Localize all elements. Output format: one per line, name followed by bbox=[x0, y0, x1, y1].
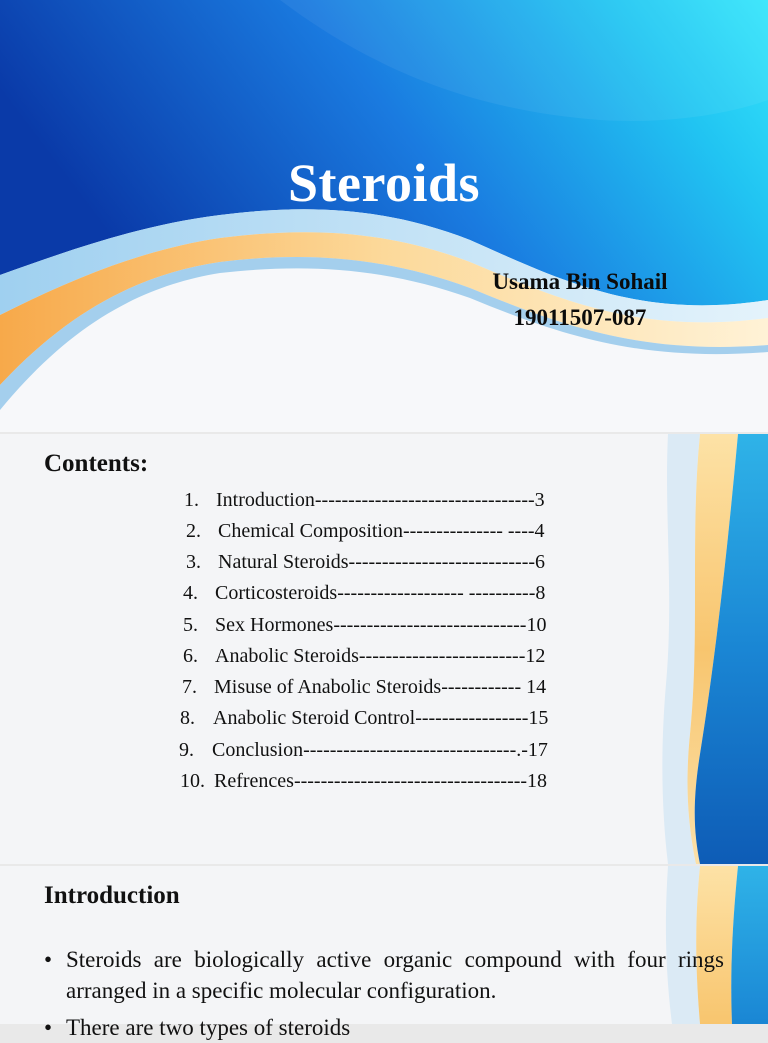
toc-item: 6. Anabolic Steroids-------------------------12 bbox=[183, 645, 546, 667]
bullet-point-icon: • bbox=[44, 1015, 53, 1040]
bullet-item: • There are two types of steroids bbox=[44, 1012, 724, 1043]
author-id: 19011507-087 bbox=[513, 305, 647, 330]
toc-item: 1. Introduction---------------------------------3 bbox=[184, 489, 545, 511]
contents-slide bbox=[0, 434, 768, 864]
toc-item: 5. Sex Hormones-----------------------------10 bbox=[183, 614, 547, 636]
toc-item: 2. Chemical Composition--------------- ----4 bbox=[186, 520, 545, 542]
toc-item: 10. Refrences-----------------------------------18 bbox=[180, 770, 548, 792]
bullet-point-icon: • bbox=[44, 947, 53, 972]
toc-item: 8. Anabolic Steroid Control-----------------15 bbox=[180, 707, 549, 729]
toc-item: 9. Conclusion--------------------------------.-17 bbox=[179, 739, 548, 761]
toc-item: 3. Natural Steroids----------------------------6 bbox=[186, 551, 546, 573]
title-slide bbox=[0, 0, 768, 432]
author-name: Usama Bin Sohail bbox=[492, 269, 668, 294]
introduction-slide bbox=[0, 866, 768, 1040]
toc-item: 4. Corticosteroids------------------- ----------8 bbox=[183, 582, 546, 604]
bullet-item: • Steroids are biologically active organic compound with four rings arranged in a specific molecular configuration. bbox=[44, 944, 724, 1006]
introduction-heading: Introduction bbox=[44, 882, 180, 909]
title-background bbox=[0, 0, 768, 432]
contents-heading: Contents: bbox=[44, 450, 149, 477]
toc-item: 7. Misuse of Anabolic Steroids------------ 14 bbox=[182, 676, 547, 698]
presentation-title: Steroids bbox=[287, 153, 481, 213]
author-block bbox=[440, 264, 720, 336]
